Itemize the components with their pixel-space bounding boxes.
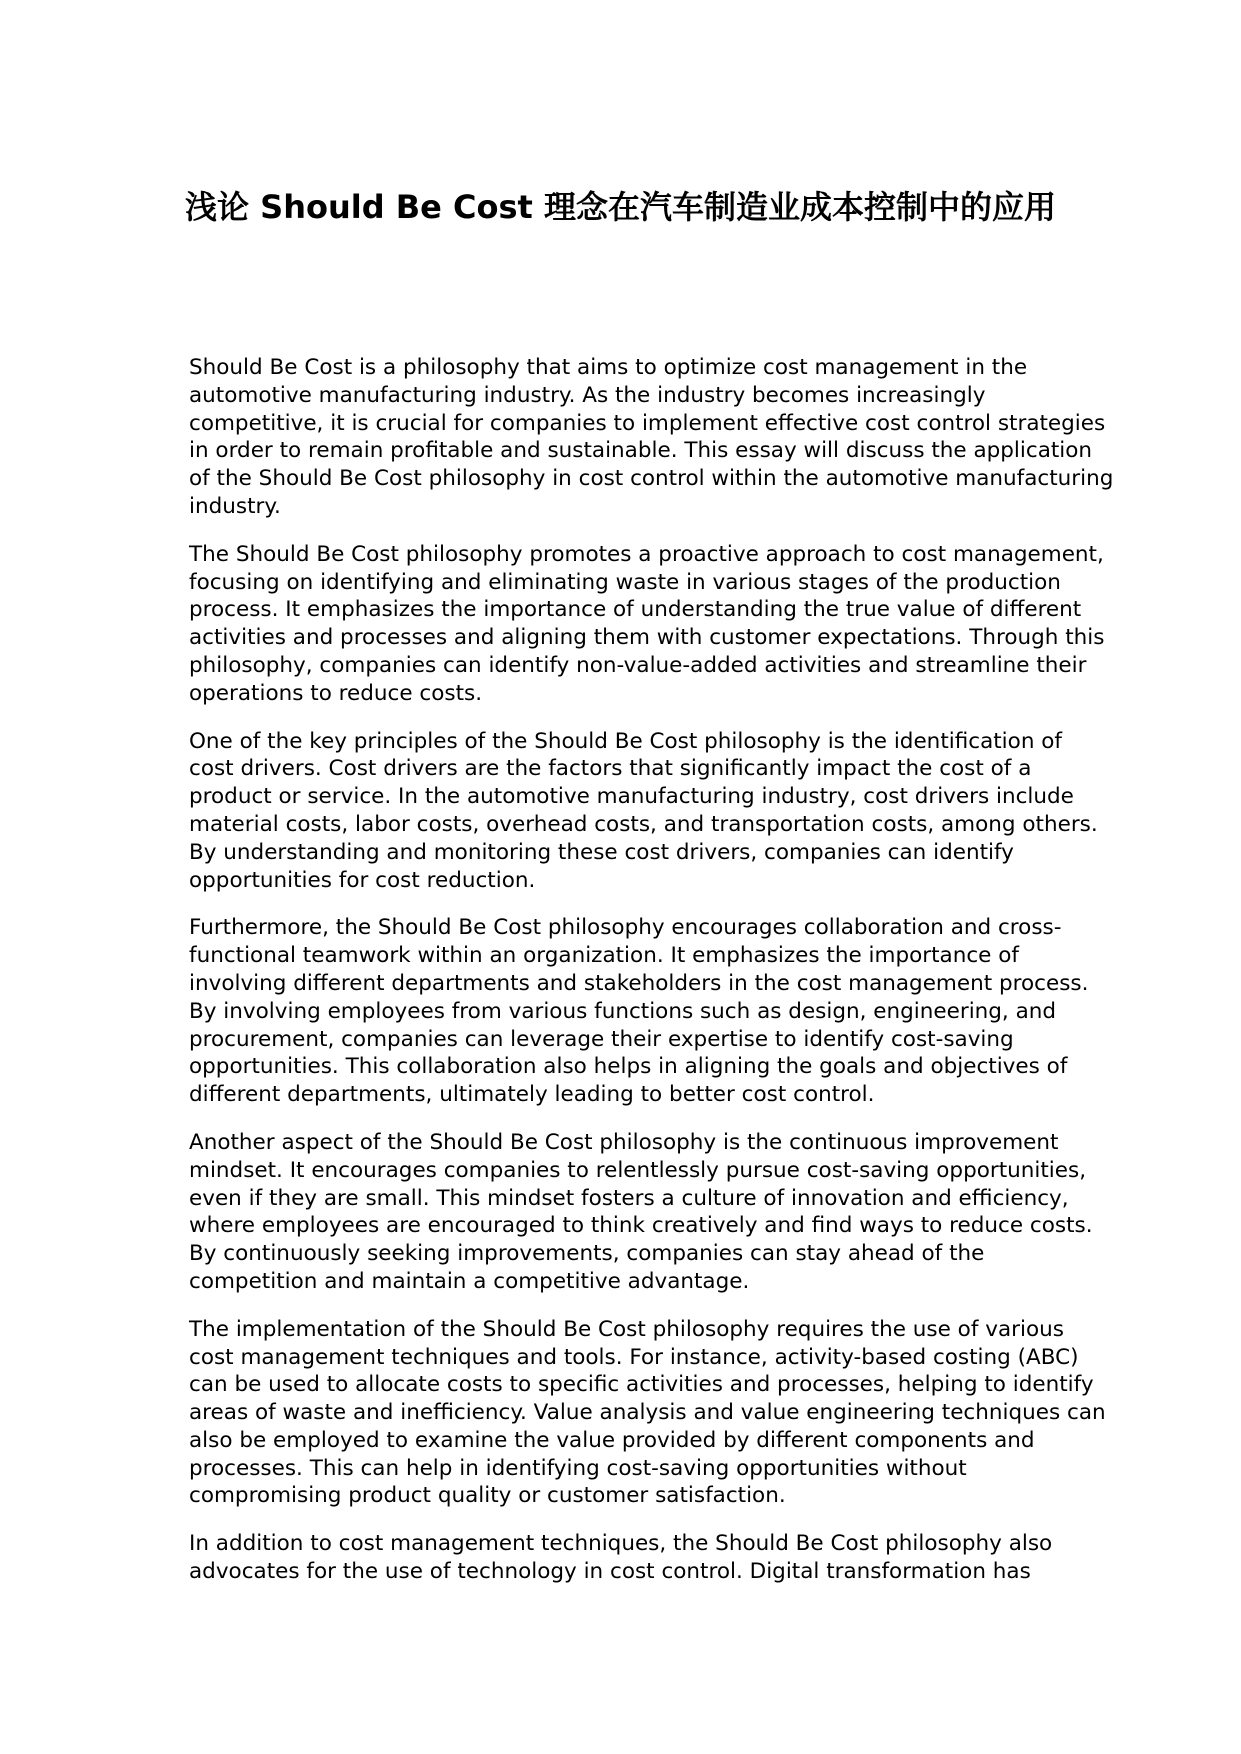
paragraph bbox=[189, 1530, 1074, 1586]
text-line: material costs, labor costs, overhead costs, and transportation costs, among others. bbox=[189, 811, 1098, 837]
text-line: where employees are encouraged to think creatively and find ways to reduce costs. bbox=[189, 1213, 1093, 1239]
text-line: industry. bbox=[189, 493, 281, 519]
text-line: product or service. In the automotive manufacturing industry, cost drivers include bbox=[189, 784, 1074, 810]
paragraph bbox=[189, 1129, 1093, 1296]
text-line: automotive manufacturing industry. As the industry becomes increasingly bbox=[189, 382, 986, 408]
text-line: Furthermore, the Should Be Cost philosophy encourages collaboration and cross- bbox=[189, 915, 1062, 941]
text-line: cost drivers. Cost drivers are the factors that significantly impact the cost of a bbox=[189, 756, 1032, 782]
text-line: advocates for the use of technology in cost control. Digital transformation has bbox=[189, 1559, 1031, 1585]
text-line: competition and maintain a competitive advantage. bbox=[189, 1268, 750, 1294]
text-line: By continuously seeking improvements, companies can stay ahead of the bbox=[189, 1241, 985, 1267]
text-line: In addition to cost management techniques, the Should Be Cost philosophy also bbox=[189, 1531, 1053, 1557]
paragraph bbox=[189, 1316, 1106, 1511]
text-line: procurement, companies can leverage their expertise to identify cost-saving bbox=[189, 1026, 1014, 1052]
text-line: One of the key principles of the Should Be Cost philosophy is the identification of bbox=[189, 728, 1062, 754]
text-line: in order to remain profitable and sustainable. This essay will discuss the application bbox=[189, 438, 1093, 464]
text-line: By understanding and monitoring these cost drivers, companies can identify bbox=[189, 839, 1014, 865]
paragraph bbox=[189, 354, 1114, 521]
paragraph bbox=[189, 728, 1098, 895]
text-line: compromising product quality or customer satisfaction. bbox=[189, 1483, 786, 1509]
text-line: competitive, it is crucial for companies to implement effective cost control strategies bbox=[189, 410, 1106, 436]
document-title: 浅论 Should Be Cost 理念在汽车制造业成本控制中的应用 bbox=[185, 188, 1056, 226]
document-body bbox=[189, 354, 1114, 1606]
text-line: opportunities. This collaboration also helps in aligning the goals and objectives of bbox=[189, 1054, 1068, 1080]
text-line: activities and processes and aligning them with customer expectations. Through this bbox=[189, 625, 1105, 651]
text-line: even if they are small. This mindset fosters a culture of innovation and efficiency, bbox=[189, 1185, 1069, 1211]
paragraph bbox=[189, 541, 1105, 708]
text-line: philosophy, companies can identify non-value-added activities and streamline their bbox=[189, 652, 1087, 678]
text-line: processes. This can help in identifying cost-saving opportunities without bbox=[189, 1455, 967, 1481]
text-line: functional teamwork within an organization. It emphasizes the importance of bbox=[189, 943, 1019, 969]
text-line: of the Should Be Cost philosophy in cost control within the automotive manufacturing bbox=[189, 466, 1114, 492]
text-line: The implementation of the Should Be Cost philosophy requires the use of various bbox=[189, 1316, 1064, 1342]
text-line: Another aspect of the Should Be Cost philosophy is the continuous improvement bbox=[189, 1129, 1059, 1155]
text-line: Should Be Cost is a philosophy that aims to optimize cost management in the bbox=[189, 355, 1028, 380]
text-line: also be employed to examine the value provided by different components and bbox=[189, 1427, 1035, 1453]
text-line: focusing on identifying and eliminating waste in various stages of the production bbox=[189, 569, 1061, 595]
text-line: opportunities for cost reduction. bbox=[189, 867, 536, 893]
text-line: different departments, ultimately leading to better cost control. bbox=[189, 1082, 875, 1108]
text-line: By involving employees from various functions such as design, engineering, and bbox=[189, 998, 1057, 1024]
text-line: operations to reduce costs. bbox=[189, 680, 483, 706]
text-line: mindset. It encourages companies to relentlessly pursue cost-saving opportunities, bbox=[189, 1157, 1087, 1183]
text-line: process. It emphasizes the importance of understanding the true value of different bbox=[189, 597, 1082, 623]
text-line: areas of waste and inefficiency. Value analysis and value engineering techniques can bbox=[189, 1400, 1106, 1426]
text-line: cost management techniques and tools. For instance, activity-based costing (ABC) bbox=[189, 1344, 1079, 1370]
text-line: can be used to allocate costs to specific activities and processes, helping to identify bbox=[189, 1372, 1094, 1398]
text-line: The Should Be Cost philosophy promotes a proactive approach to cost management, bbox=[189, 541, 1104, 567]
paragraph bbox=[189, 914, 1089, 1109]
text-line: involving different departments and stakeholders in the cost management process. bbox=[189, 970, 1089, 996]
